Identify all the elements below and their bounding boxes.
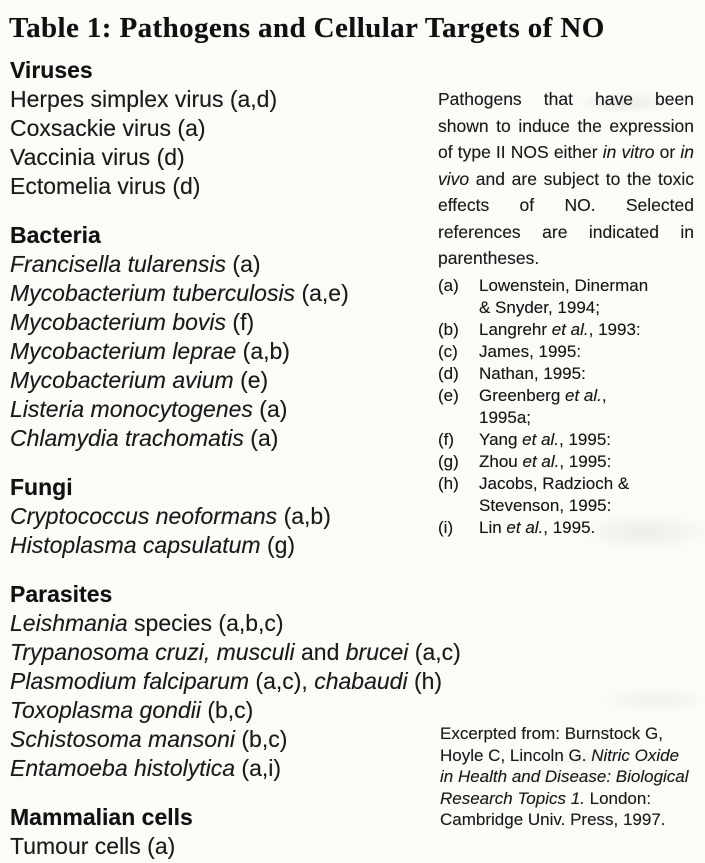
caption-text: Pathogens that have been shown to induce the expression of type II NOS either in vitro or in vivo and are subject to the toxic effects of NO. Selected references are indicated in parentheses. — [438, 89, 694, 268]
reference-text: Jacobs, Radzioch & Stevenson, 1995: — [479, 473, 630, 515]
pathogen-item: Mycobacterium bovis (f) — [10, 309, 255, 335]
pathogen-item: Vaccinia virus (d) — [10, 144, 185, 170]
reference-text: Zhou et al., 1995: — [479, 451, 612, 471]
reference-text: Lin et al., 1995. — [479, 517, 596, 537]
pathogen-item: Entamoeba histolytica (a,i) — [10, 755, 282, 781]
pathogen-item: Mycobacterium tuberculosis (a,e) — [10, 280, 349, 306]
pathogen-item: Toxoplasma gondii (b,c) — [10, 697, 254, 723]
section-heading: Viruses — [10, 57, 93, 83]
pathogen-item: Mycobacterium avium (e) — [10, 367, 269, 393]
reference-text: Langrehr et al., 1993: — [479, 319, 641, 339]
pathogen-item: Listeria monocytogenes (a) — [10, 396, 288, 422]
reference-text: Greenberg et al., 1995a; — [479, 385, 607, 427]
reference-label: (f) — [438, 429, 455, 449]
pathogen-item: Schistosoma mansoni (b,c) — [10, 726, 288, 752]
reference-text: Lowenstein, Dinerman & Snyder, 1994; — [479, 275, 649, 317]
section-heading: Fungi — [10, 474, 73, 500]
table-title: Table 1: Pathogens and Cellular Targets of NO — [9, 12, 605, 44]
reference-item — [438, 429, 694, 451]
reference-item — [438, 275, 694, 319]
reference-item — [438, 319, 694, 341]
reference-item — [438, 451, 694, 473]
reference-text: Yang et al., 1995: — [479, 429, 612, 449]
reference-text: James, 1995: — [479, 341, 582, 361]
section-heading: Mammalian cells — [10, 804, 193, 830]
reference-label: (h) — [438, 473, 459, 493]
reference-item — [438, 517, 694, 539]
pathogen-item: Cryptococcus neoformans (a,b) — [10, 503, 331, 529]
pathogen-item: Histoplasma capsulatum (g) — [10, 532, 296, 558]
reference-label: (d) — [438, 363, 459, 383]
pathogen-item: Plasmodium falciparum (a,c), chabaudi (h) — [10, 668, 443, 694]
reference-list — [438, 275, 694, 539]
pathogen-item: Herpes simplex virus (a,d) — [10, 86, 278, 112]
reference-item — [438, 385, 694, 429]
reference-label: (g) — [438, 451, 459, 471]
reference-label: (a) — [438, 275, 459, 295]
pathogen-item: Ectomelia virus (d) — [10, 173, 201, 199]
pathogen-item: Tumour cells (a) — [10, 833, 176, 859]
pathogen-item: Coxsackie virus (a) — [10, 115, 206, 141]
reference-label: (c) — [438, 341, 458, 361]
right-column — [438, 86, 694, 539]
reference-label: (b) — [438, 319, 459, 339]
pathogen-item: Francisella tularensis (a) — [10, 251, 261, 277]
reference-text: Nathan, 1995: — [479, 363, 586, 383]
pathogen-item: Chlamydia trachomatis (a) — [10, 425, 279, 451]
reference-label: (e) — [438, 385, 459, 405]
reference-label: (i) — [438, 517, 454, 537]
reference-item — [438, 473, 694, 517]
pathogen-sections — [10, 56, 461, 861]
pathogen-item: Mycobacterium leprae (a,b) — [10, 338, 290, 364]
section-heading: Bacteria — [10, 222, 101, 248]
reference-item — [438, 363, 694, 385]
pathogen-item: Leishmania species (a,b,c) — [10, 610, 284, 636]
excerpt-citation: Excerpted from: Burnstock G, Hoyle C, Lincoln G. Nitric Oxide in Health and Disease: Biological Research Topics 1. London: Cambridge Univ. Press, 1997. — [440, 724, 689, 829]
reference-item — [438, 341, 694, 363]
pathogen-item: Trypanosoma cruzi, musculi and brucei (a,c) — [10, 639, 461, 665]
section-heading: Parasites — [10, 581, 113, 607]
